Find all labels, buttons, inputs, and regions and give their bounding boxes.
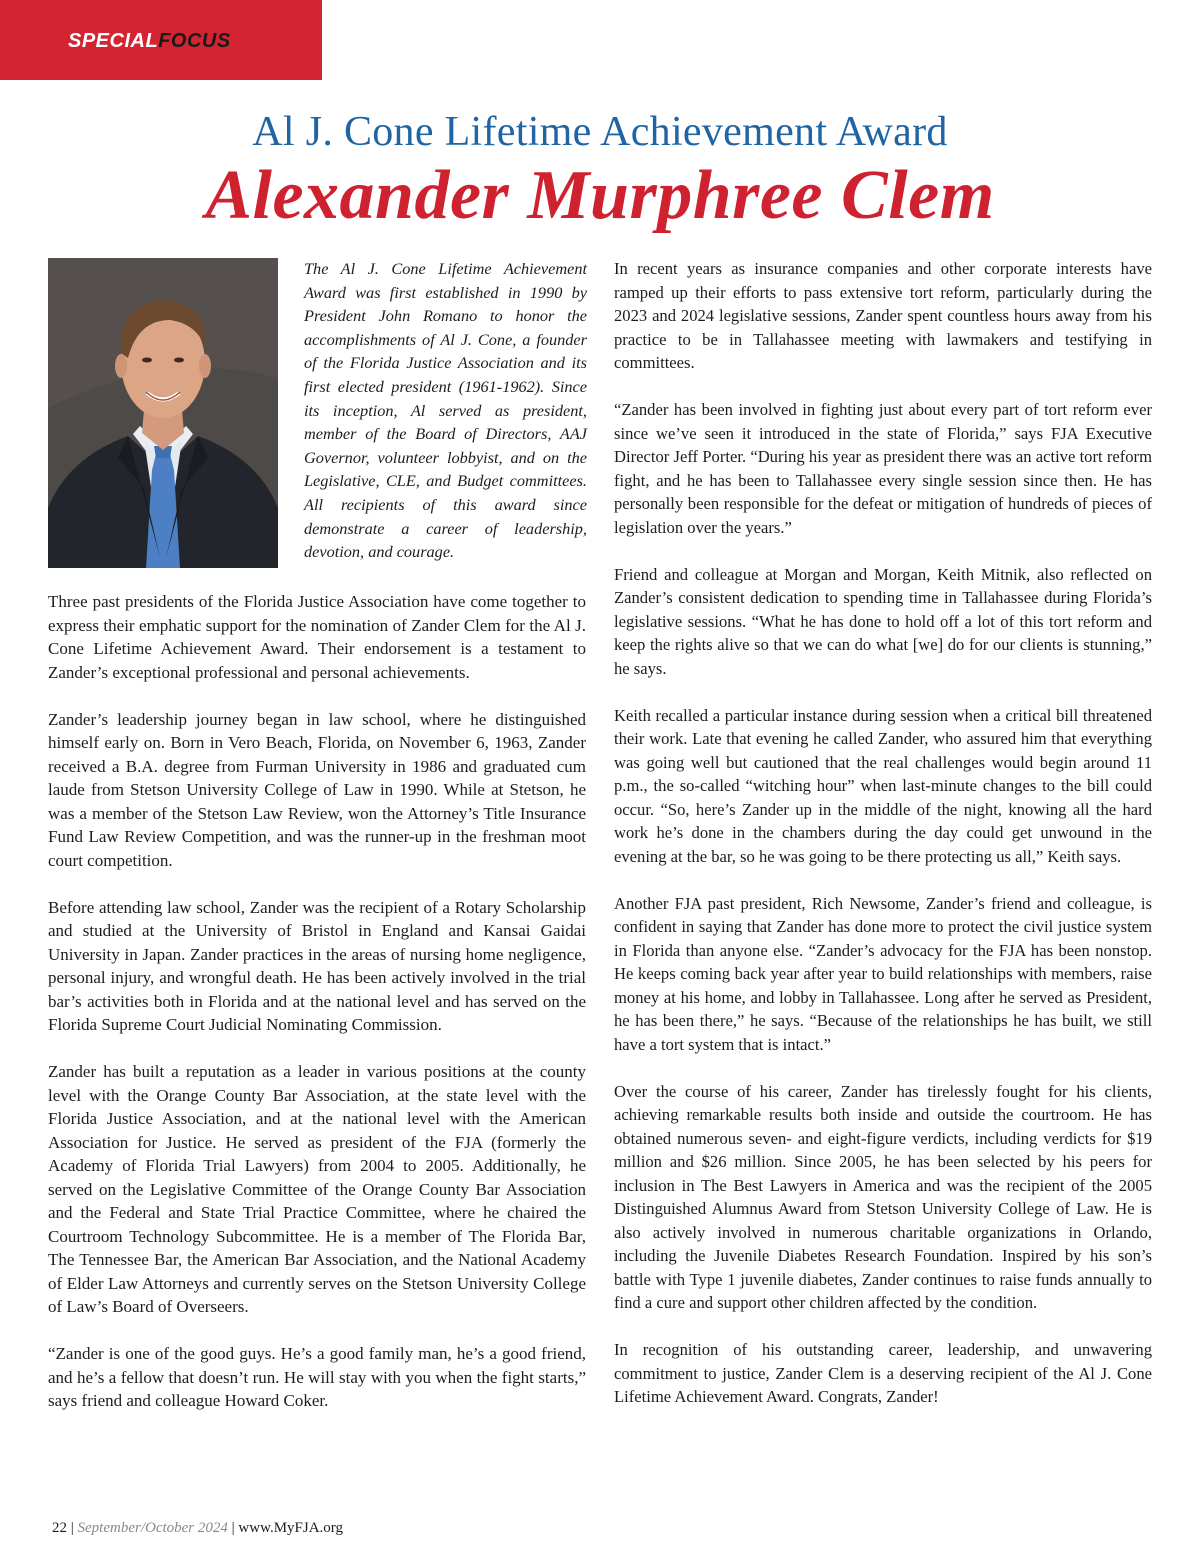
page-number: 22 — [52, 1520, 67, 1536]
page-footer — [52, 1520, 343, 1537]
body-paragraph: In recent years as insurance companies and other corporate interests have ramped up their efforts to pass extensive tort reform, particularly during the 2023 and 2024 legislative sessions, Zander spent countless hours away from his practice to be in Tallahassee meeting with lawmakers and testifying in committees. — [614, 259, 1152, 372]
section-label-focus: FOCUS — [158, 30, 231, 52]
portrait-photo — [48, 258, 278, 568]
body-paragraph: “Zander has been involved in fighting just about every part of tort reform ever since we’ve seen it introduced in the state of Florida,” says FJA Executive Director Jeff Porter. “During his year as president there was an active tort reform fight, and he has been to Tallahassee every single session since then. He has personally been responsible for the defeat or mitigation of hundreds of pieces of legislation over the years.” — [614, 400, 1152, 537]
body-paragraph: Zander’s leadership journey began in law school, where he distinguished himself early on. Born in Vero Beach, Florida, on November 6, 1963, Zander received a B.A. degree from Furman University in 1986 and graduated cum laude from Stetson University College of Law in 1990. While at Stetson, he was a member of the Stetson Law Review, won the Attorney’s Title Insurance Fund Law Review Competition, and was the runner-up in the freshman moot court competition. — [48, 709, 586, 870]
honoree-name: Alexander Murphree Clem — [205, 157, 995, 234]
section-label — [68, 30, 231, 53]
award-intro: The Al J. Cone Lifetime Achievement Award was first established in 1990 by President John Romano to honor the accomplishments of Al J. Cone, a founder of the Florida Justice Association and its first elected president (1961-1962). Since its inception, Al served as president, member of the Board of Directors, AAJ Governor, volunteer lobbyist, and on the Legislative, CLE, and Budget committees. All recipients of this award since demonstrate a career of leadership, devotion, and courage. — [304, 259, 587, 562]
body-paragraph: Keith recalled a particular instance during session when a critical bill threatened their work. Late that evening he called Zander, who assured him that everything was going well but cautioned that the real challenges would begin around 11 p.m., the so-called “witching hour” when last-minute changes to the bill could occur. “So, here’s Zander up in the middle of the night, knowing all the hard work he’s done in the chambers during the day could get unwound in the evening at the bar, so he was going to be there protecting us all,” Keith says. — [614, 705, 1152, 866]
footer-separator: | — [70, 1520, 74, 1536]
body-paragraph: Over the course of his career, Zander has tirelessly fought for his clients, achieving remarkable results both inside and outside the courtroom. He has obtained numerous seven- and eight-figure verdicts, including verdicts for $19 million and $26 million. Since 2005, he has been selected by his peers for inclusion in The Best Lawyers in America and was the recipient of the 2005 Distinguished Alumnus Award from Stetson University College of Law. He is also actively involved in numerous charitable organizations in Orlando, including the Juvenile Diabetes Research Foundation. Inspired by his son’s battle with Type 1 juvenile diabetes, Zander continues to raise funds annually to find a cure and support other children affected by the condition. — [614, 1081, 1152, 1312]
body-paragraph: Before attending law school, Zander was the recipient of a Rotary Scholarship and studied at the University of Bristol in England and Kansai Gaidai University in Japan. Zander practices in the areas of nursing home negligence, personal injury, and wrongful death. He has been actively involved in the trial bar’s activities both in Florida and at the national level and has served on the Florida Supreme Court Judicial Nominating Commission. — [48, 897, 586, 1034]
award-title: Al J. Cone Lifetime Achievement Award — [252, 109, 948, 155]
body-paragraph: Another FJA past president, Rich Newsome, Zander’s friend and colleague, is confident in saying that Zander has done more to protect the civil justice system in Florida than anyone else. “Zander’s advocacy for the FJA has been nonstop. He keeps coming back year after year to build relationships with members, raise money at his home, and lobby in Tallahassee. Long after he served as President, he has been there,” he says. “Because of the relationships he has built, we still have a tort system that is intact.” — [614, 893, 1152, 1054]
body-paragraph: Three past presidents of the Florida Justice Association have come together to express their emphatic support for the nomination of Zander Clem for the Al J. Cone Lifetime Achievement Award. Their endorsement is a testament to Zander’s exceptional professional and personal achievements. — [48, 592, 586, 682]
portrait-illustration — [48, 258, 278, 568]
body-paragraph: Friend and colleague at Morgan and Morgan, Keith Mitnik, also reflected on Zander’s consistent dedication to spending time in Tallahassee during Florida’s legislative sessions. “What he has done to hold off a lot of this tort reform and keep the rights alive so that we can do what [we] do for our clients is stunning,” he says. — [614, 564, 1152, 678]
website-link[interactable]: www.MyFJA.org — [238, 1520, 344, 1536]
body-paragraph: Zander has built a reputation as a leader in various positions at the county level with the Orange County Bar Association, at the state level with the Florida Justice Association, and at the national level with the American Association for Justice. He served as president of the FJA (formerly the Academy of Florida Trial Lawyers) from 2004 to 2005. Additionally, he served on the Legislative Committee of the Orange County Bar Association and the Federal and State Trial Practice Committee, where he chaired the Courtroom Technology Subcommittee. He is a member of The Florida Bar, The Tennessee Bar, the American Bar Association, and the National Academy of Elder Law Attorneys and currently serves on the Stetson University College of Law’s Board of Overseers. — [48, 1062, 586, 1316]
left-column — [48, 590, 586, 1436]
section-label-special: SPECIAL — [68, 30, 159, 52]
footer-separator: | — [231, 1520, 235, 1536]
issue-date: September/October 2024 — [77, 1520, 228, 1536]
body-paragraph: “Zander is one of the good guys. He’s a good family man, he’s a good friend, and he’s a fellow that doesn’t run. He will stay with you when the fight starts,” says friend and colleague Howard Coker. — [48, 1344, 586, 1410]
right-column — [614, 257, 1152, 1432]
body-paragraph: In recognition of his outstanding career, leadership, and unwavering commitment to justice, Zander Clem is a deserving recipient of the Al J. Cone Lifetime Achievement Award. Congrats, Zander! — [614, 1340, 1152, 1406]
section-banner — [0, 0, 322, 80]
